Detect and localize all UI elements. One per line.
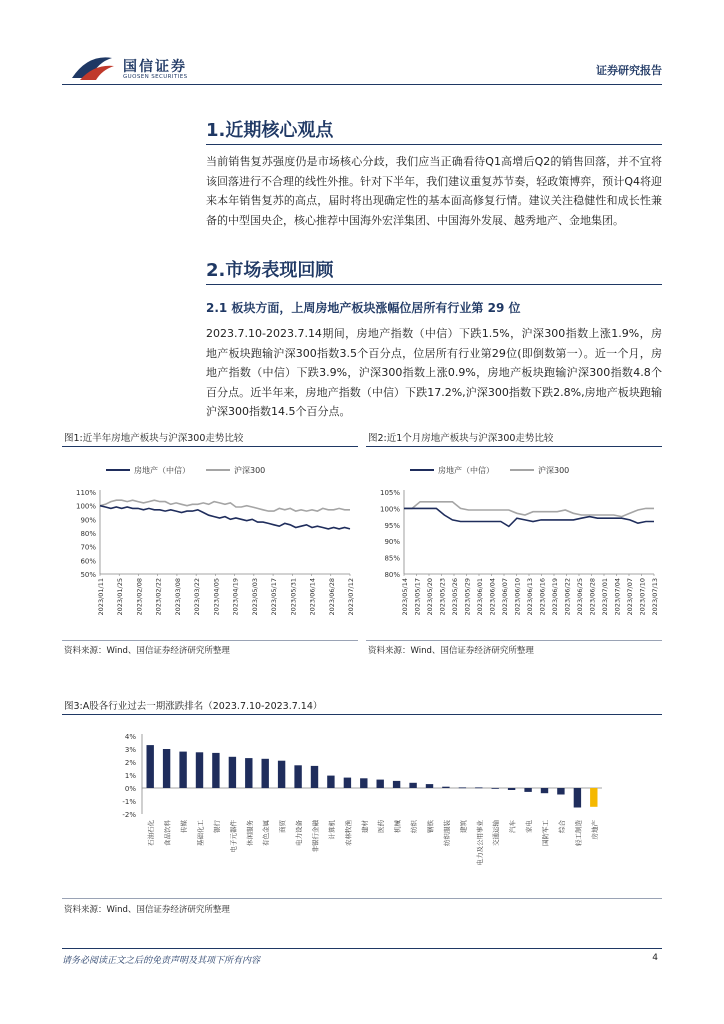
fig2-xtick-label: 2023/06/01 — [476, 578, 484, 616]
fig3-bar-14 — [377, 780, 384, 788]
fig1-xtick-label: 2023/06/28 — [327, 578, 336, 616]
figure3-title-divider — [62, 714, 662, 715]
fig3-xtick-label: 传媒 — [180, 820, 189, 833]
section2-title: 2.市场表现回顾 — [206, 260, 334, 281]
fig2-xtick-label: 2023/07/07 — [626, 578, 634, 616]
fig2-xtick-label: 2023/05/23 — [438, 578, 447, 616]
figure2-source-divider — [366, 640, 662, 641]
fig1-xtick-label: 2023/04/05 — [212, 578, 221, 616]
fig3-xtick-label: 电力及公用事业 — [475, 820, 484, 866]
fig2-xtick-label: 2023/05/20 — [426, 578, 434, 616]
fig1-ytick-label: 50% — [80, 571, 96, 579]
fig2-xtick-label: 2023/07/10 — [638, 578, 647, 616]
fig2-xtick-label: 2023/06/28 — [588, 578, 597, 616]
fig3-xtick-label: 轻工制造 — [574, 820, 583, 846]
fig1-ytick-label: 80% — [80, 530, 96, 538]
figure3-source: 资料来源：Wind、国信证券经济研究所整理 — [64, 905, 230, 915]
fig3-xtick-label: 非银行金融 — [311, 820, 320, 853]
fig3-xtick-label: 电力设备 — [295, 820, 304, 846]
fig3-bar-23 — [524, 788, 531, 792]
fig3-bar-10 — [311, 766, 318, 788]
figure1-title-divider — [62, 446, 358, 447]
fig3-xtick-label: 商贸 — [278, 820, 287, 833]
fig3-xtick-label: 钢铁 — [426, 820, 435, 833]
fig3-bar-8 — [278, 761, 285, 788]
fig1-xtick-label: 2023/07/12 — [347, 578, 355, 616]
fig2-ytick-label: 80% — [384, 571, 400, 579]
logo-english-text: GUOSEN SECURITIES — [123, 74, 188, 80]
figure1-source-divider — [62, 640, 358, 641]
fig3-bar-17 — [426, 784, 433, 788]
fig3-xtick-label: 农林牧渔 — [344, 820, 353, 846]
fig3-xtick-label: 纺织服装 — [442, 820, 451, 846]
fig2-xtick-label: 2023/06/13 — [526, 578, 534, 616]
figure3-source-divider — [62, 898, 662, 899]
fig3-bar-13 — [360, 778, 367, 788]
fig3-xtick-label: 家电 — [525, 820, 534, 833]
fig3-bar-27 — [590, 788, 597, 807]
fig3-ytick-label: 3% — [124, 746, 136, 754]
figure2-title-divider — [366, 446, 662, 447]
fig3-bar-1 — [163, 749, 170, 788]
fig3-bar-6 — [245, 758, 252, 788]
fig2-ytick-label: 85% — [384, 554, 400, 563]
fig3-xtick-label: 建筑 — [459, 820, 468, 833]
fig3-bar-19 — [459, 787, 466, 788]
document-type-label: 证券研究报告 — [596, 64, 662, 77]
fig3-bar-22 — [508, 788, 515, 790]
fig2-legend-label-0: 房地产（中信） — [438, 466, 494, 475]
fig1-ytick-label: 110% — [75, 489, 96, 497]
fig2-xtick-label: 2023/05/14 — [401, 578, 409, 616]
fig3-bar-26 — [574, 788, 581, 808]
figure2-source: 资料来源：Wind、国信证券经济研究所整理 — [368, 646, 534, 656]
fig3-bar-12 — [344, 778, 351, 788]
fig1-ytick-label: 100% — [75, 502, 96, 511]
fig3-ytick-label: 4% — [124, 733, 136, 741]
fig1-legend-label-1: 沪深300 — [234, 466, 266, 475]
page-number: 4 — [652, 953, 658, 963]
fig3-xtick-label: 综合 — [557, 820, 566, 833]
fig2-xtick-label: 2023/05/26 — [451, 578, 459, 616]
fig3-xtick-label: 房地产 — [590, 820, 599, 840]
fig3-xtick-label: 基础化工 — [196, 820, 205, 846]
fig3-bar-9 — [294, 765, 301, 788]
fig1-xtick-label: 2023/01/25 — [116, 578, 125, 616]
section2-1-subtitle: 2.1 板块方面，上周房地产板块涨幅位居所有行业第 29 位 — [206, 301, 521, 315]
section1-divider — [206, 144, 662, 145]
fig2-xtick-label: 2023/07/01 — [601, 578, 609, 616]
fig2-xtick-label: 2023/05/29 — [463, 578, 472, 616]
fig3-bar-2 — [179, 752, 186, 788]
fig3-ytick-label: -1% — [122, 798, 136, 806]
fig2-ytick-label: 105% — [379, 489, 400, 497]
section1-body: 当前销售复苏强度仍是市场核心分歧，我们应当正确看待Q1高增后Q2的销售回落，并不宜将该回落进行不合理的线性外推。针对下半年，我们建议重复苏节奏，轻政策博弈，预计Q4将迎来本年销售复苏的高点，届时将出现确定性的基本面高修复行情。建议关注稳健性和成长性兼备的中型国央企，核心推荐中国海外宏洋集团、中国海外发展、越秀地产、金地集团。 — [206, 155, 662, 227]
figure1-source: 资料来源：Wind、国信证券经济研究所整理 — [64, 646, 230, 656]
fig3-bar-18 — [442, 787, 449, 788]
section2-body: 2023.7.10-2023.7.14期间，房地产指数（中信）下跌1.5%，沪深300指数上涨1.9%，房地产板块跑输沪深300指数3.5个百分点，位居所有行业第29位(即倒数第一）。近一个月，房地产指数（中信）下跌3.9%，沪深300指数上涨0.9%，房地产板块跑输沪深300指数4.8个百分点。近半年来，房地产指数（中信）下跌17.2%,沪深300指数下跌2.8%,房地产板块跑输沪深300指数14.5个百分点。 — [206, 327, 662, 418]
fig2-xtick-label: 2023/06/25 — [576, 578, 584, 616]
fig2-xtick-label: 2023/06/16 — [538, 578, 547, 616]
fig3-xtick-label: 银行 — [212, 820, 221, 833]
header-divider — [62, 84, 662, 85]
fig3-xtick-label: 休闲服务 — [245, 820, 254, 846]
fig1-xtick-label: 2023/04/19 — [231, 578, 240, 616]
fig2-xtick-label: 2023/06/07 — [501, 578, 509, 616]
fig3-bar-21 — [492, 788, 499, 789]
fig1-xtick-label: 2023/02/08 — [135, 578, 144, 616]
fig3-bar-16 — [409, 783, 416, 788]
logo-text: 国信证券 — [123, 59, 187, 75]
fig3-xtick-label: 机械 — [393, 820, 402, 833]
footer-divider — [62, 948, 662, 949]
fig2-xtick-label: 2023/06/22 — [563, 578, 572, 616]
fig2-series-line-0 — [404, 508, 654, 526]
fig2-ytick-label: 90% — [384, 538, 400, 547]
fig3-xtick-label: 汽车 — [508, 820, 517, 833]
fig3-xtick-label: 有色金属 — [262, 820, 271, 846]
footer-disclaimer: 请务必阅读正文之后的免责声明及其项下所有内容 — [62, 956, 261, 966]
fig1-xtick-label: 2023/03/08 — [173, 578, 182, 616]
fig3-ytick-label: 0% — [124, 785, 136, 793]
fig1-xtick-label: 2023/02/22 — [154, 578, 163, 616]
fig3-bar-24 — [541, 788, 548, 793]
fig1-xtick-label: 2023/01/11 — [97, 578, 105, 616]
fig3-ytick-label: 2% — [124, 759, 136, 767]
fig2-xtick-label: 2023/07/13 — [651, 578, 659, 616]
guosen-logo-icon — [68, 52, 118, 84]
fig3-xtick-label: 建材 — [360, 820, 369, 833]
fig3-bar-7 — [262, 759, 269, 788]
fig2-legend-label-1: 沪深300 — [538, 466, 570, 475]
fig1-series-line-1 — [100, 500, 350, 511]
fig3-bar-11 — [327, 776, 334, 788]
fig3-xtick-label: 电子元器件 — [229, 820, 238, 853]
fig3-bar-3 — [196, 752, 203, 788]
fig3-xtick-label: 医药 — [377, 820, 386, 833]
fig2-xtick-label: 2023/05/17 — [413, 578, 422, 616]
fig1-ytick-label: 70% — [80, 543, 96, 552]
fig3-bar-25 — [557, 788, 564, 795]
fig3-bar-5 — [229, 757, 236, 788]
fig3-bar-15 — [393, 781, 400, 788]
fig1-ytick-label: 90% — [80, 516, 96, 525]
figure2-title: 图2:近1个月房地产板块与沪深300走势比较 — [368, 433, 554, 444]
fig3-xtick-label: 计算机 — [327, 820, 336, 840]
figure1-line-chart — [62, 456, 358, 636]
fig1-xtick-label: 2023/06/14 — [308, 578, 317, 616]
fig2-series-line-1 — [404, 502, 654, 517]
figure2-line-chart — [366, 456, 662, 636]
fig3-xtick-label: 食品饮料 — [163, 820, 172, 846]
figure3-title: 图3:A股各行业过去一期涨跌排名（2023.7.10-2023.7.14） — [64, 701, 323, 712]
figure1-title: 图1:近半年房地产板块与沪深300走势比较 — [64, 433, 244, 444]
fig1-xtick-label: 2023/03/22 — [193, 578, 202, 616]
fig3-bar-0 — [147, 745, 154, 788]
fig1-legend-label-0: 房地产（中信） — [134, 466, 190, 475]
fig3-bar-20 — [475, 787, 482, 788]
fig3-ytick-label: -2% — [122, 811, 136, 819]
section1-title: 1.近期核心观点 — [206, 120, 334, 141]
fig2-ytick-label: 95% — [384, 521, 400, 530]
fig3-xtick-label: 纺织 — [410, 820, 419, 833]
figure3-bar-chart — [62, 722, 662, 894]
fig1-xtick-label: 2023/05/03 — [250, 578, 259, 616]
fig2-xtick-label: 2023/07/04 — [613, 578, 622, 616]
fig3-ytick-label: 1% — [124, 772, 136, 780]
fig2-xtick-label: 2023/06/10 — [513, 578, 522, 616]
fig1-xtick-label: 2023/05/17 — [270, 578, 279, 616]
fig1-xtick-label: 2023/05/31 — [289, 578, 298, 616]
fig2-xtick-label: 2023/06/04 — [488, 578, 497, 616]
fig3-xtick-label: 石油石化 — [147, 820, 156, 846]
section2-divider — [206, 284, 662, 285]
fig3-xtick-label: 国防军工 — [541, 820, 550, 846]
fig2-xtick-label: 2023/06/19 — [551, 578, 559, 616]
fig3-bar-4 — [212, 753, 219, 788]
fig3-xtick-label: 交通运输 — [492, 820, 501, 846]
fig1-ytick-label: 60% — [80, 557, 96, 566]
fig2-ytick-label: 100% — [379, 505, 400, 514]
